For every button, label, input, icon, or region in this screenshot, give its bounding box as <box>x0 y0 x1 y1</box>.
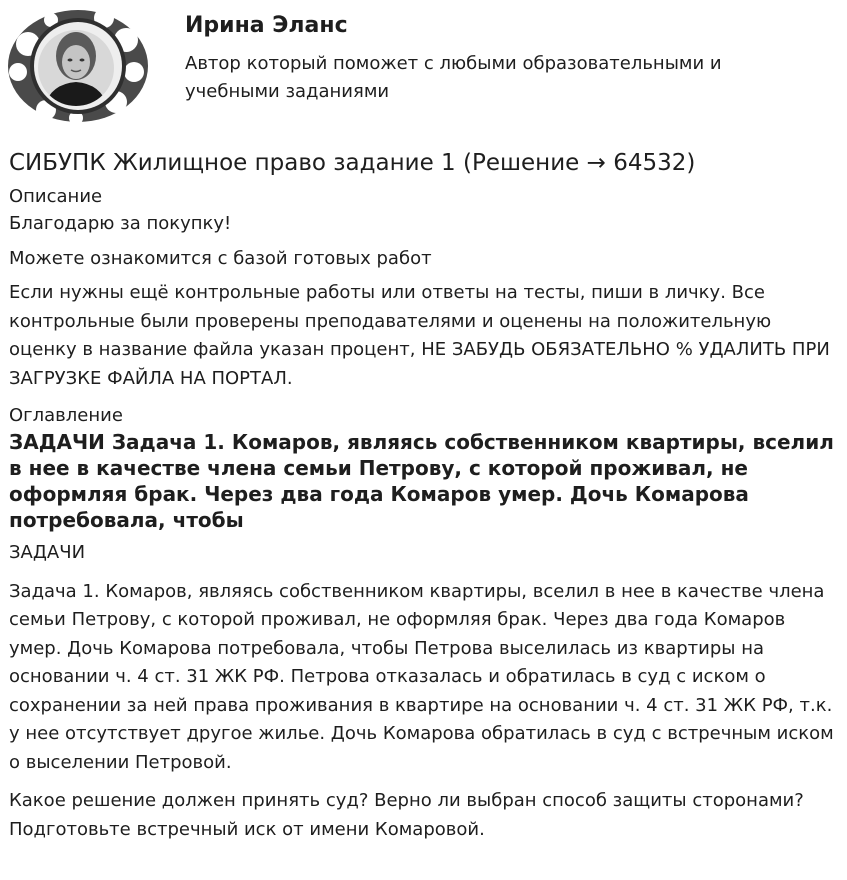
description-label: Описание <box>9 186 103 207</box>
toc-heading: ЗАДАЧИ Задача 1. Комаров, являясь собственником квартиры, вселил в нее в качестве члена семьи Петрову, с которой проживал, не оформляя брак. Через два года Комаров умер. Дочь Комарова потребовала, чтобы <box>9 430 834 532</box>
description-paragraph: Благодарю за покупку! <box>9 213 232 234</box>
toc-paragraph: ЗАДАЧИ <box>9 542 86 563</box>
page-title: СИБУПК Жилищное право задание 1 (Решение → 64532) <box>9 150 696 176</box>
toc-paragraph: Задача 1. Комаров, являясь собственником квартиры, вселил в нее в качестве члена семьи Петрову, с которой проживал, не оформляя брак. Через два года Комаров умер. Дочь Комарова потребовала, чтобы Петрова выселилась из квартиры на основании ч. 4 ст. 31 ЖК РФ. Петрова отказалась и обратилась в суд с иском о сохранении за ней права проживания в квартире на основании ч. 4 ст. 31 ЖК РФ, т.к. у нее отсутствует другое жилье. Дочь Комарова обратилась в суд с встречным иском о выселении Петровой. <box>9 580 834 773</box>
author-description: Автор который поможет с любыми образовательными и учебными заданиями <box>185 53 722 102</box>
main-content <box>9 146 839 854</box>
toc-paragraph: Какое решение должен принять суд? Верно ли выбран способ защиты сторонами? Подготовьте встречный иск от имени Комаровой. <box>9 790 804 840</box>
description-paragraph: Можете ознакомится с базой готовых работ <box>9 247 432 269</box>
description-paragraph: Если нужны ещё контрольные работы или ответы на тесты, пиши в личку. Все контрольные были проверены преподавателями и оценены на положительную оценку в название файла указан процент, НЕ ЗАБУДЬ ОБЯЗАТЕЛЬНО % УДАЛИТЬ ПРИ ЗАГРУЗКЕ ФАЙЛА НА ПОРТАЛ. <box>9 282 830 389</box>
author-name[interactable]: Ирина Эланс <box>185 13 348 38</box>
author-avatar <box>6 6 154 126</box>
toc-label: Оглавление <box>9 405 123 426</box>
avatar-frame-image <box>6 6 154 126</box>
